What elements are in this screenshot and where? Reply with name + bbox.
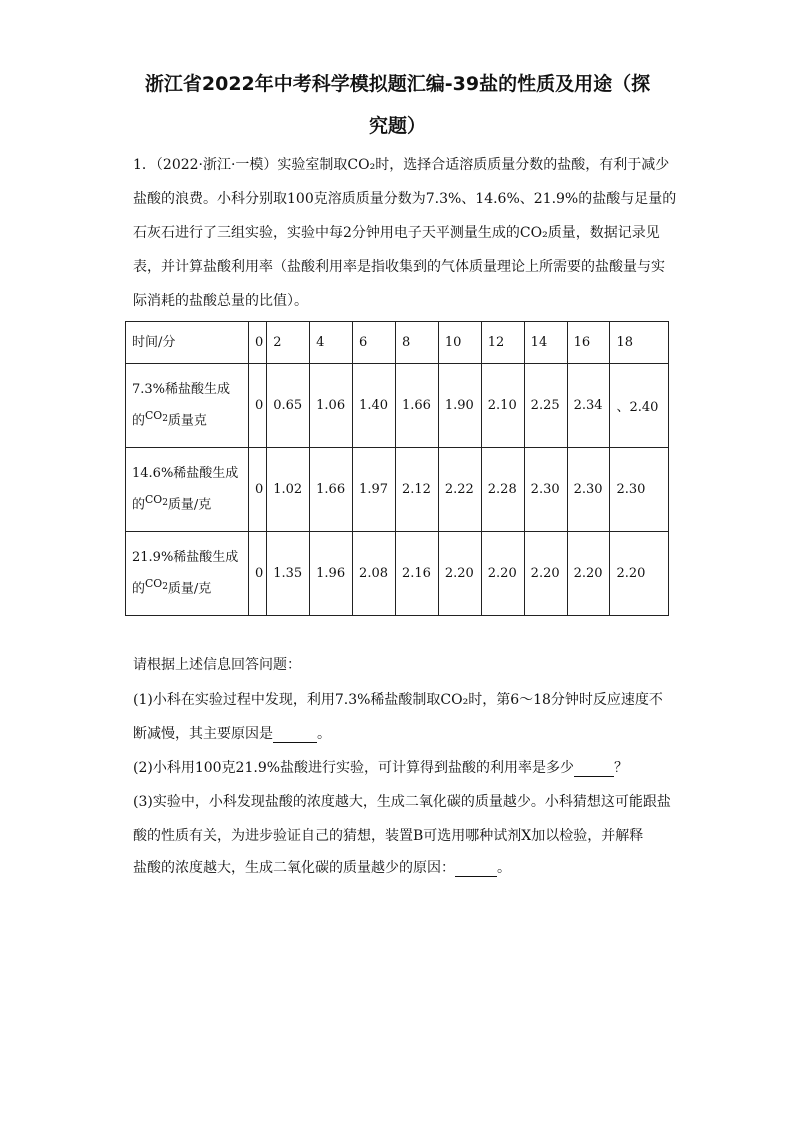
row-label-unit: 质量/克 <box>167 581 212 597</box>
value-cell: 2.20 <box>438 532 481 616</box>
value-cell: 1.35 <box>267 532 310 616</box>
time-header-label: 时间/分 <box>126 322 249 364</box>
document-title-line1: 浙江省2022年中考科学模拟题汇编-39盐的性质及用途（探 <box>144 73 651 95</box>
question-1-line2: 断减慢，其主要原因是 。 <box>133 726 331 742</box>
question-3-line1: (3)实验中，小科发现盐酸的浓度越大，生成二氧化碳的质量越少。小科猜想这可能跟盐 <box>133 794 671 810</box>
value-cell: 0 <box>249 448 267 532</box>
table-row <box>126 532 669 616</box>
value-cell: 0.65 <box>267 364 310 448</box>
intro-line-3: 石灰石进行了三组实验，实验中每2分钟用电子天平测量生成的CO₂质量，数据记录见 <box>133 225 660 241</box>
time-cell: 2 <box>267 322 310 364</box>
answer-blank-2[interactable] <box>574 760 614 777</box>
answer-blank-1[interactable] <box>273 726 317 743</box>
co2-data-table <box>125 321 669 616</box>
value-cell: 0 <box>249 532 267 616</box>
intro-line-4: 表，并计算盐酸利用率（盐酸利用率是指收集到的气体质量理论上所需要的盐酸量与实 <box>133 259 665 275</box>
row-label-line1: 14.6%稀盐酸生成 <box>132 465 239 481</box>
co2-formula: CO2 <box>145 576 168 592</box>
intro-line-5: 际消耗的盐酸总量的比值）。 <box>133 293 308 309</box>
table-row <box>126 364 669 448</box>
intro-line-1: 1．（2022·浙江·一模）实验室制取CO₂时，选择合适溶质质量分数的盐酸，有利于减少 <box>133 157 670 173</box>
table-header-row <box>126 322 669 364</box>
value-cell: 2.25 <box>524 364 567 448</box>
value-cell: 2.30 <box>567 448 610 532</box>
value-cell: 1.40 <box>353 364 396 448</box>
time-cell: 0 <box>249 322 267 364</box>
row-label <box>126 448 249 532</box>
value-cell: 2.20 <box>524 532 567 616</box>
value-cell: 1.02 <box>267 448 310 532</box>
value-cell: 2.20 <box>481 532 524 616</box>
value-cell: 2.12 <box>395 448 438 532</box>
value-cell: 2.10 <box>481 364 524 448</box>
question-3-line2: 酸的性质有关，为进步验证自己的猜想，装置B可选用哪种试剂X加以检验，并解释 <box>133 828 644 844</box>
table-row <box>126 448 669 532</box>
row-label <box>126 532 249 616</box>
document-title-line2: 究题） <box>368 115 426 137</box>
value-cell: 2.20 <box>610 532 669 616</box>
question-2: (2)小科用100克21.9%盐酸进行实验，可计算得到盐酸的利用率是多少 ？ <box>133 760 629 776</box>
row-label-pre: 的 <box>132 413 146 429</box>
time-cell: 18 <box>610 322 669 364</box>
co2-formula: CO2 <box>145 492 168 508</box>
time-cell: 14 <box>524 322 567 364</box>
question-3-line3: 盐酸的浓度越大，生成二氧化碳的质量越少的原因： 。 <box>133 860 511 876</box>
value-cell: 2.34 <box>567 364 610 448</box>
time-cell: 16 <box>567 322 610 364</box>
value-cell: 1.96 <box>310 532 353 616</box>
row-label-unit: 质量/克 <box>167 497 212 513</box>
co2-formula: CO2 <box>145 408 168 424</box>
row-label-pre: 的 <box>132 497 146 513</box>
time-cell: 12 <box>481 322 524 364</box>
value-cell: 2.22 <box>438 448 481 532</box>
row-label <box>126 364 249 448</box>
time-cell: 8 <box>395 322 438 364</box>
value-cell: 2.16 <box>395 532 438 616</box>
row-label-unit: 质量克 <box>167 413 207 429</box>
value-cell: 1.97 <box>353 448 396 532</box>
row-label-pre: 的 <box>132 581 146 597</box>
row-label-line1: 21.9%稀盐酸生成 <box>132 549 239 565</box>
value-cell: 1.66 <box>310 448 353 532</box>
value-cell: 、2.40 <box>610 364 669 448</box>
value-cell: 2.30 <box>610 448 669 532</box>
question-1-line1: (1)小科在实验过程中发现，利用7.3%稀盐酸制取CO₂时，第6～18分钟时反应速度不 <box>133 692 663 708</box>
value-cell: 2.20 <box>567 532 610 616</box>
row-label-line1: 7.3%稀盐酸生成 <box>132 381 231 397</box>
time-cell: 10 <box>438 322 481 364</box>
value-cell: 2.08 <box>353 532 396 616</box>
value-cell: 1.90 <box>438 364 481 448</box>
questions-prompt: 请根据上述信息回答问题： <box>133 657 301 673</box>
value-cell: 0 <box>249 364 267 448</box>
time-cell: 4 <box>310 322 353 364</box>
intro-line-2: 盐酸的浪费。小科分别取100克溶质质量分数为7.3%、14.6%、21.9%的盐酸与足量的 <box>133 191 677 207</box>
answer-blank-3[interactable] <box>455 860 497 877</box>
value-cell: 2.30 <box>524 448 567 532</box>
value-cell: 1.66 <box>395 364 438 448</box>
value-cell: 2.28 <box>481 448 524 532</box>
value-cell: 1.06 <box>310 364 353 448</box>
time-cell: 6 <box>353 322 396 364</box>
